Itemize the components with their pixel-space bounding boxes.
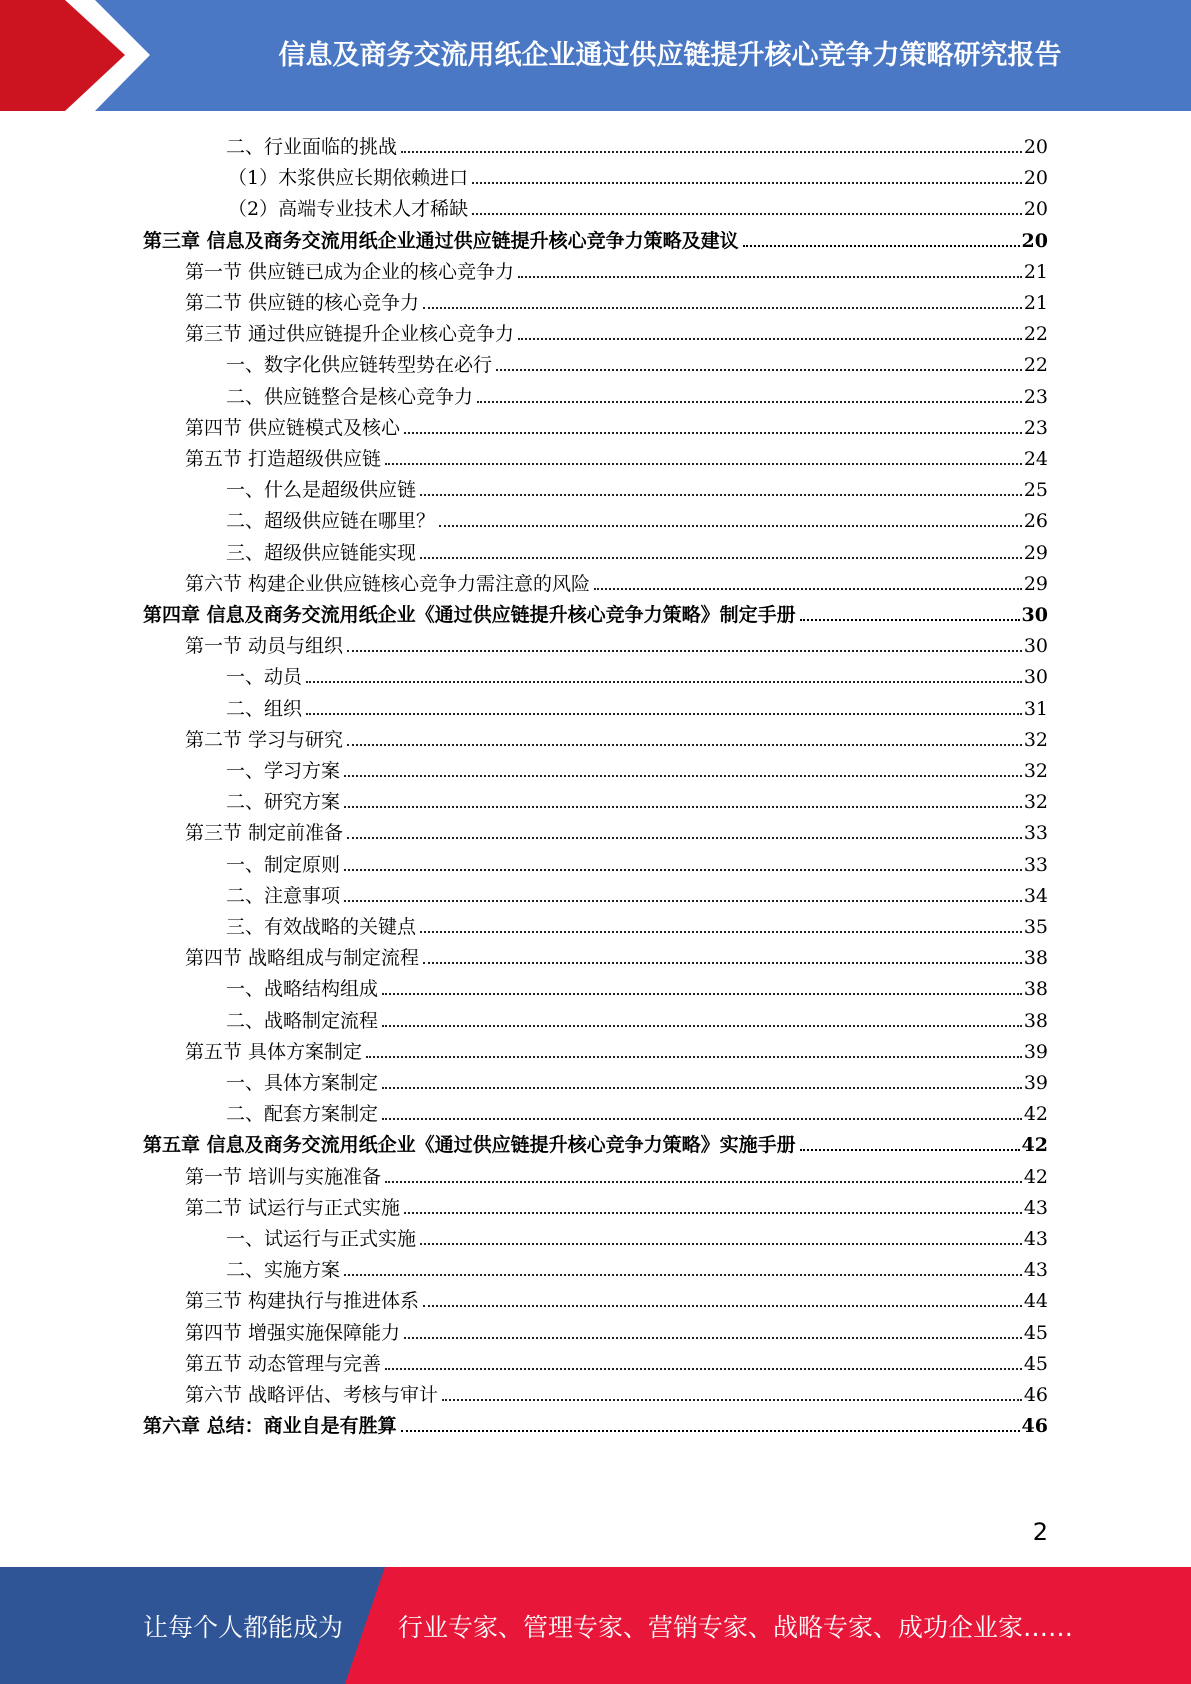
toc-entry-page-number: 25 xyxy=(1023,479,1048,502)
toc-entry-label: 第六章 总结：商业自是有胜算 xyxy=(143,1415,397,1438)
toc-entry-page-number: 39 xyxy=(1023,1072,1048,1094)
toc-entry[interactable] xyxy=(185,440,1048,471)
toc-entry[interactable] xyxy=(185,253,1048,284)
toc-entry-page-number: 45 xyxy=(1023,1352,1048,1375)
toc-dot-leader xyxy=(420,557,1022,559)
toc-entry-page-number: 43 xyxy=(1023,1228,1048,1250)
toc-dot-leader xyxy=(518,276,1022,278)
toc-entry-page-number: 34 xyxy=(1023,884,1048,907)
toc-entry-page-number: 32 xyxy=(1023,728,1048,751)
toc-entry-label: 第三节 构建执行与推进体系 xyxy=(185,1290,420,1313)
toc-entry[interactable] xyxy=(226,752,1048,783)
toc-dot-leader xyxy=(382,1087,1022,1089)
toc-entry-label: 第二节 供应链的核心竞争力 xyxy=(185,292,420,314)
toc-entry-page-number: 35 xyxy=(1023,916,1048,938)
toc-entry[interactable] xyxy=(226,658,1048,689)
toc-entry[interactable] xyxy=(226,378,1048,409)
toc-entry-page-number: 45 xyxy=(1023,1321,1048,1344)
page-number: 2 xyxy=(1032,1518,1048,1546)
toc-dot-leader xyxy=(347,650,1022,652)
toc-entry-label: 二、研究方案 xyxy=(226,791,341,814)
toc-dot-leader xyxy=(382,1025,1022,1027)
toc-entry-label: 一、动员 xyxy=(226,666,303,689)
toc-entry-label: 一、战略结构组成 xyxy=(226,978,379,1001)
toc-dot-leader xyxy=(347,744,1022,746)
toc-dot-leader xyxy=(385,1368,1022,1370)
toc-entry-page-number: 20 xyxy=(1023,167,1048,190)
toc-entry[interactable] xyxy=(185,721,1048,752)
toc-entry-page-number: 43 xyxy=(1023,1259,1048,1282)
page-footer xyxy=(0,1567,1191,1684)
toc-entry[interactable] xyxy=(226,908,1048,939)
toc-entry-page-number: 33 xyxy=(1023,822,1048,845)
toc-entry-label: 第二节 学习与研究 xyxy=(185,728,344,751)
toc-dot-leader xyxy=(404,1212,1022,1214)
toc-dot-leader xyxy=(423,1305,1022,1307)
toc-entry[interactable] xyxy=(226,1002,1048,1033)
toc-entry-label: 一、数字化供应链转型势在必行 xyxy=(226,354,493,377)
toc-entry[interactable] xyxy=(226,1095,1048,1126)
toc-entry-label: 第六节 战略评估、考核与审计 xyxy=(185,1384,439,1406)
toc-entry-label: 第五章 信息及商务交流用纸企业《通过供应链提升核心竞争力策略》实施手册 xyxy=(143,1134,796,1157)
toc-entry-page-number: 46 xyxy=(1023,1384,1048,1406)
toc-entry[interactable] xyxy=(228,159,1048,190)
toc-entry-page-number: 20 xyxy=(1023,136,1048,158)
toc-entry-label: 二、供应链整合是核心竞争力 xyxy=(226,385,474,408)
toc-dot-leader xyxy=(401,151,1022,153)
toc-entry-page-number: 32 xyxy=(1023,791,1048,814)
toc-entry-label: 一、试运行与正式实施 xyxy=(226,1228,417,1250)
toc-entry[interactable] xyxy=(226,783,1048,814)
toc-entry-page-number: 31 xyxy=(1023,697,1048,720)
toc-dot-leader xyxy=(382,1118,1022,1120)
toc-entry-page-number: 39 xyxy=(1023,1040,1048,1063)
toc-entry-label: 第四章 信息及商务交流用纸企业《通过供应链提升核心竞争力策略》制定手册 xyxy=(143,604,796,626)
toc-entry[interactable] xyxy=(226,534,1048,565)
toc-dot-leader xyxy=(496,369,1022,371)
toc-entry-label: 三、超级供应链能实现 xyxy=(226,541,417,564)
toc-entry[interactable] xyxy=(185,565,1048,596)
toc-entry-label: 第四节 战略组成与制定流程 xyxy=(185,947,420,970)
footer-slogan-right: 行业专家、管理专家、营销专家、战略专家、成功企业家…… xyxy=(398,1612,1074,1642)
toc-entry-label: 二、战略制定流程 xyxy=(226,1009,379,1032)
toc-dot-leader xyxy=(401,1430,1020,1432)
toc-dot-leader xyxy=(477,401,1022,403)
toc-entry-page-number: 44 xyxy=(1023,1290,1048,1313)
toc-entry-page-number: 26 xyxy=(1023,510,1048,533)
toc-dot-leader xyxy=(518,338,1022,340)
toc-entry-page-number: 23 xyxy=(1023,416,1048,439)
toc-entry-page-number: 22 xyxy=(1023,323,1048,346)
toc-entry-label: 第五节 动态管理与完善 xyxy=(185,1352,382,1375)
toc-entry-page-number: 33 xyxy=(1023,853,1048,876)
toc-dot-leader xyxy=(344,1274,1022,1276)
toc-entry-label: 第三节 制定前准备 xyxy=(185,822,344,845)
toc-entry-label: 二、组织 xyxy=(226,697,303,720)
toc-entry[interactable] xyxy=(185,627,1048,658)
toc-entry-label: 第三节 通过供应链提升企业核心竞争力 xyxy=(185,323,515,346)
toc-dot-leader xyxy=(306,681,1022,683)
toc-entry-label: 第一节 培训与实施准备 xyxy=(185,1165,382,1188)
toc-entry-page-number: 22 xyxy=(1023,354,1048,377)
toc-entry-label: 二、超级供应链在哪里？ xyxy=(226,510,436,533)
toc-chapter-entry[interactable] xyxy=(143,222,1048,253)
toc-chapter-entry[interactable] xyxy=(143,596,1048,627)
toc-dot-leader xyxy=(800,619,1020,621)
toc-entry-label: （2）高端专业技术人才稀缺 xyxy=(228,198,469,221)
toc-entry-page-number: 29 xyxy=(1023,572,1048,595)
toc-entry-page-number: 42 xyxy=(1023,1165,1048,1188)
toc-entry-label: 一、具体方案制定 xyxy=(226,1072,379,1094)
toc-entry-page-number: 20 xyxy=(1023,198,1048,221)
toc-entry-page-number: 30 xyxy=(1021,604,1048,626)
toc-entry-page-number: 38 xyxy=(1023,978,1048,1001)
toc-entry-page-number: 32 xyxy=(1023,760,1048,782)
toc-entry[interactable] xyxy=(226,1220,1048,1251)
toc-entry-label: 第二节 试运行与正式实施 xyxy=(185,1196,401,1219)
toc-entry-page-number: 29 xyxy=(1023,541,1048,564)
toc-entry[interactable] xyxy=(185,1282,1048,1313)
toc-entry-label: 第三章 信息及商务交流用纸企业通过供应链提升核心竞争力策略及建议 xyxy=(143,229,739,252)
toc-entry[interactable] xyxy=(226,502,1048,533)
toc-entry-label: 二、配套方案制定 xyxy=(226,1103,379,1126)
toc-entry[interactable] xyxy=(226,1251,1048,1282)
toc-entry[interactable] xyxy=(185,409,1048,440)
toc-entry-label: 第一节 供应链已成为企业的核心竞争力 xyxy=(185,260,515,283)
toc-dot-leader xyxy=(385,1181,1022,1183)
toc-dot-leader xyxy=(366,1056,1022,1058)
toc-entry-label: 一、制定原则 xyxy=(226,853,341,876)
toc-entry-page-number: 30 xyxy=(1023,635,1048,658)
toc-entry[interactable] xyxy=(185,814,1048,845)
toc-dot-leader xyxy=(382,993,1022,995)
toc-entry-page-number: 43 xyxy=(1023,1196,1048,1219)
toc-entry-label: 第四节 增强实施保障能力 xyxy=(185,1321,401,1344)
toc-dot-leader xyxy=(594,588,1022,590)
toc-dot-leader xyxy=(743,245,1020,247)
toc-entry-page-number: 21 xyxy=(1023,260,1048,283)
toc-dot-leader xyxy=(423,307,1022,309)
toc-entry-page-number: 30 xyxy=(1023,666,1048,689)
toc-entry[interactable] xyxy=(226,877,1048,908)
toc-dot-leader xyxy=(344,806,1022,808)
toc-dot-leader xyxy=(472,213,1022,215)
toc-dot-leader xyxy=(423,962,1022,964)
toc-dot-leader xyxy=(439,525,1022,527)
toc-chapter-entry[interactable] xyxy=(143,1407,1048,1438)
toc-entry-label: 第五节 打造超级供应链 xyxy=(185,448,382,470)
toc-chapter-entry[interactable] xyxy=(143,1126,1048,1157)
toc-entry-page-number: 46 xyxy=(1021,1415,1048,1438)
toc-entry[interactable] xyxy=(226,471,1048,502)
toc-dot-leader xyxy=(472,182,1022,184)
toc-entry[interactable] xyxy=(226,846,1048,877)
toc-entry[interactable] xyxy=(185,939,1048,970)
toc-entry-page-number: 42 xyxy=(1021,1134,1048,1157)
toc-entry-label: 二、行业面临的挑战 xyxy=(226,136,398,158)
toc-entry-label: 二、注意事项 xyxy=(226,884,341,907)
toc-entry-page-number: 21 xyxy=(1023,292,1048,314)
toc-entry[interactable] xyxy=(185,1314,1048,1345)
toc-entry-label: 一、学习方案 xyxy=(226,760,341,782)
toc-dot-leader xyxy=(404,432,1022,434)
toc-entry[interactable] xyxy=(185,1345,1048,1376)
toc-entry-label: 三、有效战略的关键点 xyxy=(226,916,417,938)
toc-entry[interactable] xyxy=(185,1158,1048,1189)
toc-entry[interactable] xyxy=(185,1033,1048,1064)
toc-dot-leader xyxy=(800,1149,1020,1151)
toc-dot-leader xyxy=(344,869,1022,871)
toc-dot-leader xyxy=(420,931,1022,933)
toc-entry-page-number: 20 xyxy=(1021,229,1048,252)
toc-entry[interactable] xyxy=(226,346,1048,377)
toc-entry[interactable] xyxy=(226,128,1048,159)
toc-dot-leader xyxy=(306,713,1022,715)
toc-dot-leader xyxy=(344,900,1022,902)
toc-dot-leader xyxy=(347,837,1022,839)
toc-entry-label: 一、什么是超级供应链 xyxy=(226,479,417,502)
toc-entry[interactable] xyxy=(226,970,1048,1001)
footer-slogan-left: 让每个人都能成为 xyxy=(143,1612,344,1642)
toc-entry-page-number: 38 xyxy=(1023,1009,1048,1032)
toc-entry-label: 第四节 供应链模式及核心 xyxy=(185,416,401,439)
toc-dot-leader xyxy=(344,775,1022,777)
toc-entry-page-number: 23 xyxy=(1023,385,1048,408)
report-title: 信息及商务交流用纸企业通过供应链提升核心竞争力策略研究报告 xyxy=(278,40,1062,71)
toc-entry[interactable] xyxy=(185,284,1048,315)
toc-entry[interactable] xyxy=(185,1189,1048,1220)
toc-entry[interactable] xyxy=(226,1064,1048,1095)
toc-entry-label: 第一节 动员与组织 xyxy=(185,635,344,658)
page-header xyxy=(0,0,1191,111)
toc-entry-page-number: 38 xyxy=(1023,947,1048,970)
toc-entry-page-number: 24 xyxy=(1023,448,1048,470)
toc-entry-label: 二、实施方案 xyxy=(226,1259,341,1282)
toc-entry[interactable] xyxy=(228,190,1048,221)
toc-entry[interactable] xyxy=(226,690,1048,721)
toc-entry-label: 第六节 构建企业供应链核心竞争力需注意的风险 xyxy=(185,572,591,595)
toc-dot-leader xyxy=(420,1243,1022,1245)
toc-dot-leader xyxy=(385,463,1022,465)
toc-entry[interactable] xyxy=(185,1376,1048,1407)
toc-dot-leader xyxy=(442,1399,1022,1401)
toc-entry-page-number: 42 xyxy=(1023,1103,1048,1126)
toc-entry-label: （1）木浆供应长期依赖进口 xyxy=(228,167,469,190)
toc-entry[interactable] xyxy=(185,315,1048,346)
toc-entry-label: 第五节 具体方案制定 xyxy=(185,1040,363,1063)
toc-dot-leader xyxy=(420,494,1022,496)
toc-dot-leader xyxy=(404,1337,1022,1339)
